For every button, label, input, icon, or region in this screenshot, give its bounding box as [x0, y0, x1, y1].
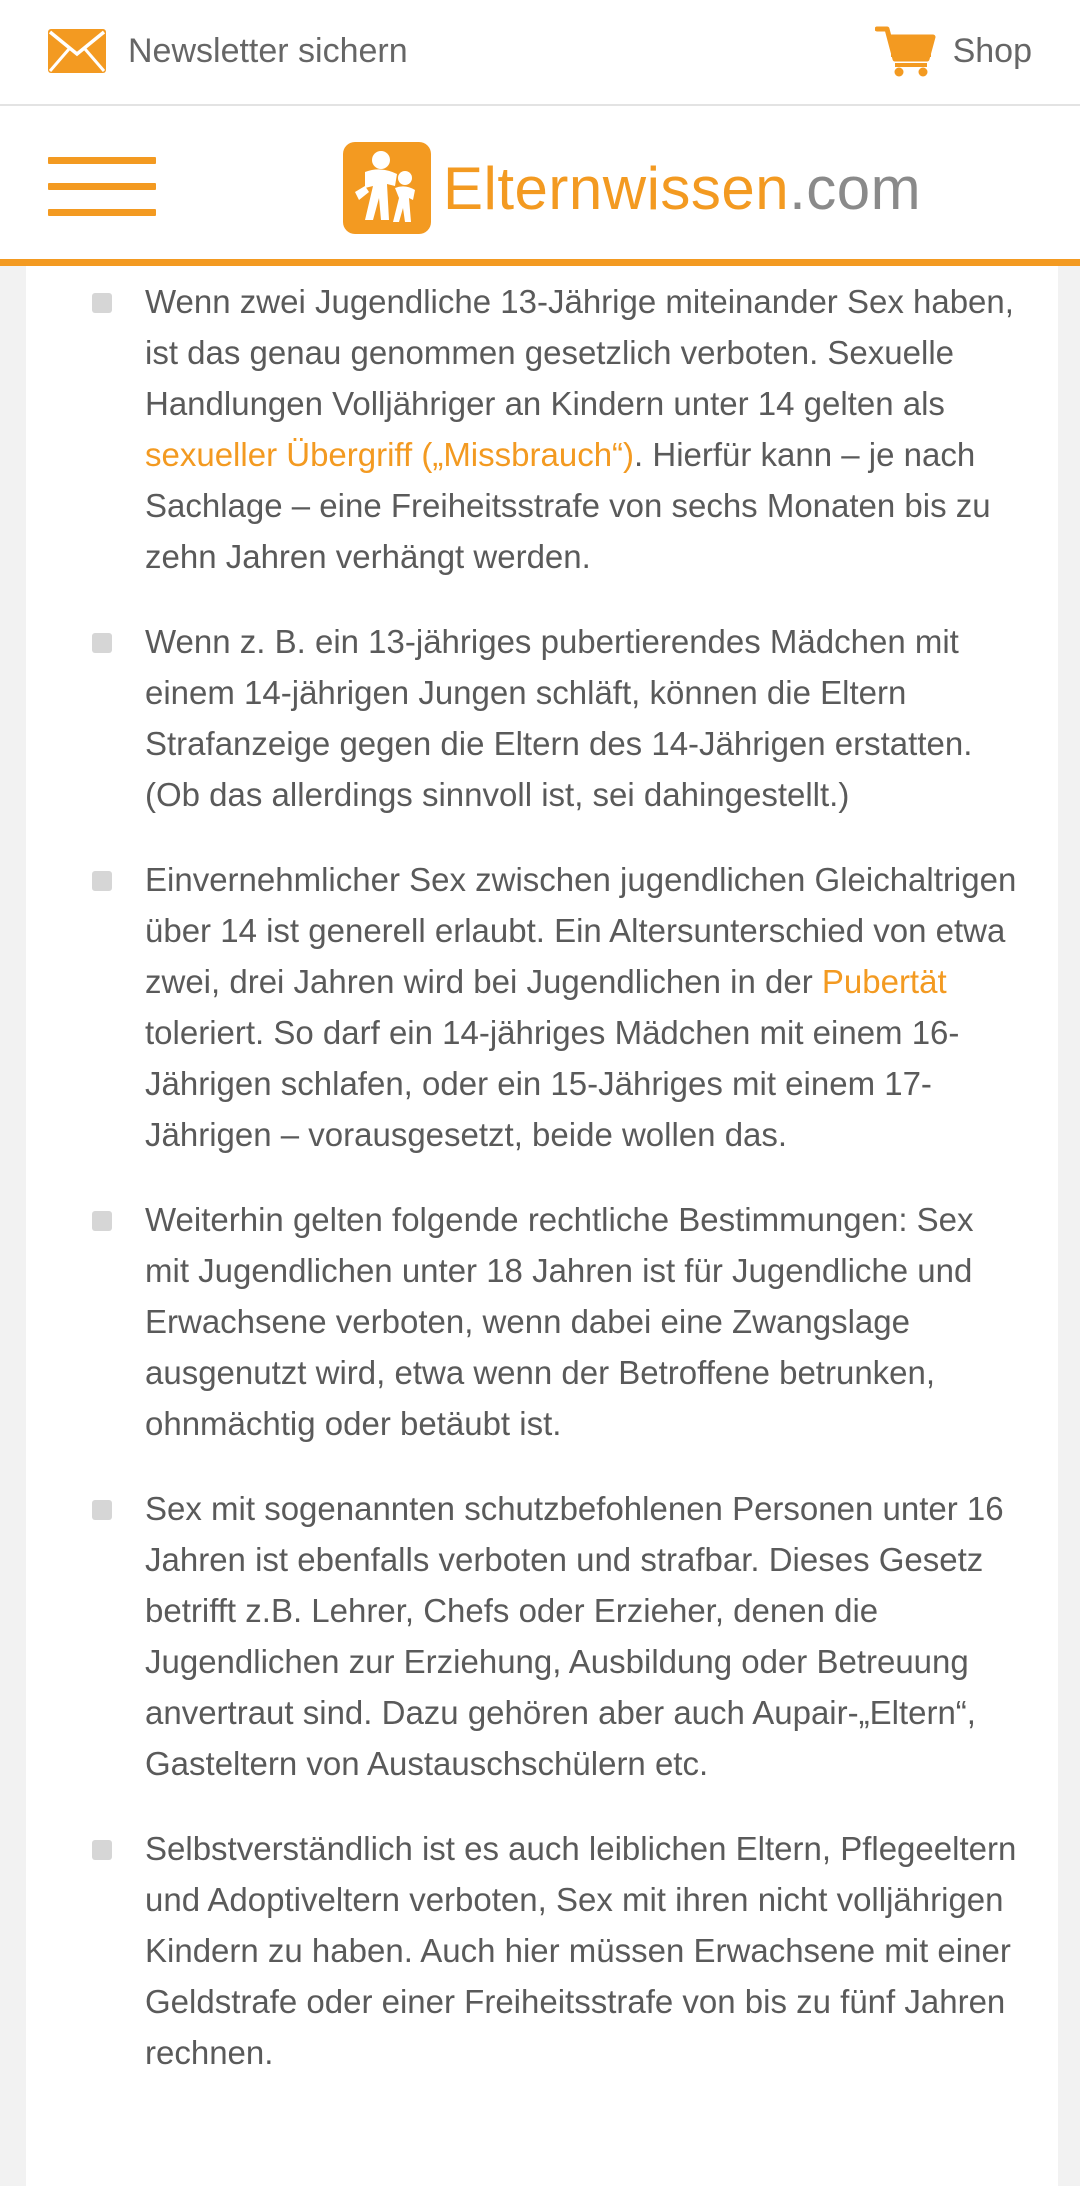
family-logo-icon: [343, 142, 431, 234]
shop-link[interactable]: [875, 24, 1032, 78]
bullet-icon: [92, 1211, 112, 1231]
cart-icon: [875, 25, 937, 77]
list-item: Selbstverständlich ist es auch leiblichen Eltern, Pflegeeltern und Adoptiveltern verboten, Sex mit ihren nicht volljährigen Kindern zu haben. Auch hier müssen Erwachsene mit einer Geldstrafe oder einer Freiheitsstrafe von bis zu fünf Jahren rechnen.: [26, 1823, 1058, 2078]
envelope-icon: [48, 29, 106, 73]
bullet-icon: [92, 871, 112, 891]
bullet-icon: [92, 1500, 112, 1520]
link-pubertaet[interactable]: Pubertät: [821, 963, 947, 1000]
bullet-icon: [92, 633, 112, 653]
bullet-icon: [92, 293, 112, 313]
logo-tld: .com: [789, 154, 922, 222]
article-content: [26, 266, 1058, 2186]
top-bar: [0, 0, 1080, 106]
link-sexueller-uebergriff[interactable]: sexueller Übergriff („Missbrauch“): [145, 436, 635, 473]
list-item: Einvernehmlicher Sex zwischen jugendlichen Gleichaltrigen über 14 ist generell erlaubt. Ein Altersunterschied von etwa zwei, drei Jahren wird bei Jugendlichen in der Pubertät toleriert. So darf ein 14-jähriges Mädchen mit einem 16-Jährigen schlafen, oder ein 15-Jähriges mit einem 17-Jährigen – vorausgesetzt, beide wollen das.: [26, 854, 1058, 1160]
list-item: Wenn zwei Jugendliche 13-Jährige miteinander Sex haben, ist das genau genommen gesetzlich verboten. Sexuelle Handlungen Volljähriger an Kindern unter 14 gelten als sexueller Übergriff („Missbrauch“). Hierfür kann – je nach Sachlage – eine Freiheitsstrafe von sechs Monaten bis zu zehn Jahren verhängt werden.: [26, 276, 1058, 582]
list-item: Weiterhin gelten folgende rechtliche Bestimmungen: Sex mit Jugendlichen unter 18 Jahren ist für Jugendliche und Erwachsene verboten, wenn dabei eine Zwangslage ausgenutzt wird, etwa wenn der Betroffene betrunken, ohnmächtig oder betäubt ist.: [26, 1194, 1058, 1449]
legal-info-list: [26, 276, 1058, 2112]
logo-wordmark: [443, 154, 921, 223]
newsletter-link[interactable]: [48, 26, 408, 76]
shop-label: Shop: [952, 31, 1032, 70]
site-logo[interactable]: [343, 140, 921, 236]
logo-brand: Elternwissen: [443, 154, 790, 222]
hamburger-menu-icon[interactable]: [48, 154, 156, 218]
newsletter-label: Newsletter sichern: [128, 31, 408, 70]
list-item: Wenn z. B. ein 13-jähriges pubertierendes Mädchen mit einem 14-jährigen Jungen schläft, können die Eltern Strafanzeige gegen die Eltern des 14-Jährigen erstatten. (Ob das allerdings sinnvoll ist, sei dahingestellt.): [26, 616, 1058, 820]
bullet-icon: [92, 1840, 112, 1860]
list-item: Sex mit sogenannten schutzbefohlenen Personen unter 16 Jahren ist ebenfalls verboten und strafbar. Dieses Gesetz betrifft z.B. Lehrer, Chefs oder Erzieher, denen die Jugendlichen zur Erziehung, Ausbildung oder Betreuung anvertraut sind. Dazu gehören aber auch Aupair-„Eltern“, Gasteltern von Austauschschülern etc.: [26, 1483, 1058, 1789]
site-header: [0, 106, 1080, 266]
